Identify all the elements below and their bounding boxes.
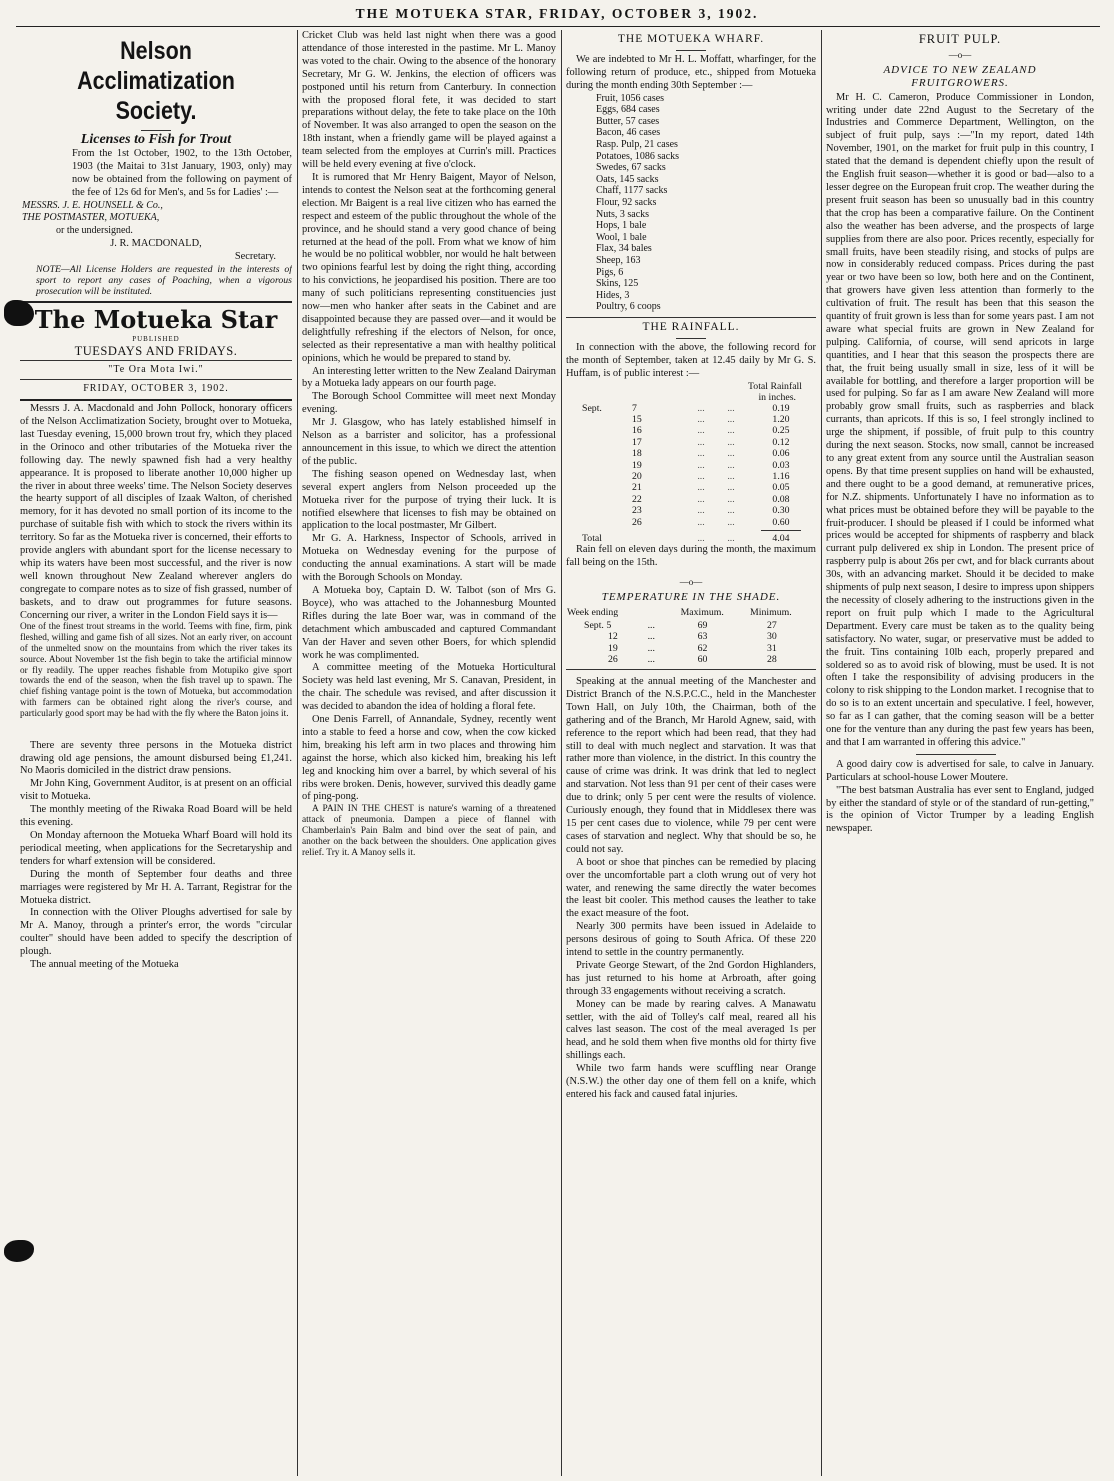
article-paragraph: A Motueka boy, Captain D. W. Talbot (son of Mrs G. Boyce), who was attached to the Johannesburg Mounted Rifles during the late Boer war, was in command of the detachment which ambuscaded and captured Commandant Van der Haver and seven other Boers, for which splendid work he was complimented. [302,584,556,661]
fruit-pulp-subtitle: ADVICE TO NEW ZEALAND FRUITGROWERS. [883,63,1037,89]
leader-dots: ... [697,402,705,414]
rainfall-day: 20 [632,470,642,482]
article-paragraph: A boot or shoe that pinches can be remedied by placing over the uncomfortable part a cloth wrung out of very hot water, and renewing the same directly the water becomes the least bit cooler. This method causes the leather to take the exact measure of the foot. [566,856,816,920]
rainfall-row [566,414,816,425]
rainfall-month [566,505,632,516]
article-paragraph: An interesting letter written to the New Zealand Dairyman by a Motueka lady appears on our fourth page. [302,365,556,390]
column-divider [561,30,562,1476]
rainfall-day: 16 [632,425,642,437]
rainfall-month [566,460,632,471]
rainfall-day: 22 [632,493,642,505]
masthead-rule [16,26,1100,27]
licenses-title: Licenses to Fish for Trout [80,132,232,147]
rainfall-day: 17 [632,436,642,448]
leader-dots: ... [727,413,735,425]
leader-dots: ... [727,516,735,528]
rule [20,360,292,361]
rule [20,399,292,401]
article-paragraph: Money can be made by rearing calves. A Manawatu settler, with the aid of Tolley's calf meal, reared all his calves last season. The cost of the meal averaged 1s per head, and he sold them when five months old for thirty five shillings each. [566,998,816,1062]
agent-line: or the undersigned. [56,225,133,237]
article-paragraph: Mr H. C. Cameron, Produce Commissioner in London, writing under date 22nd August to the Secretary of the Industries and Commerce Department, Wellington, on the subject of fruit pulp, says :—"In my report, dated 14th November, 1901, on the market for fruit pulp in this country, I stated that the demand is dependent chiefly upon the result of the English fruit season—whether it is good or bad—also to a lesser degree on the European fruit crop. The weather during the present fruit season has been so unusually bad in this country that the crop has been a comparative failure. On the Continent also the weather has been adverse, and the prospects of large supplies from there are also poor. Prices recently, especially for small fruits, have been steadily rising, and stocks of pulps are now in considerably reduced compass. Prices during the past year or two have been so low, both here and on the Continent, that growers have given less attention than formerly to the cultivation of fruit. The result has been that this season the quantity of fruit grown is less than for some years past. I am not aware what special fruits are grown in New Zealand for pulping. California, of course, will send apricots in large quantities, and I hear that this season the prospects there are that, the fruit being usually small in size, less of it will be available for bottling, and therefore a larger proportion will be used for pulping. So far as I am aware New Zealand will more probably grow small fruits, such as raspberries and black currants, than apricots. If this is so, I feel strongly inclined to urge the shipment, if possible, of fruit pulp to this country during the next season. Stocks, now small, cannot be increased to any great extent from any source until the Australian season opens. By that time present supplies on hand will be exhausted, and there ought to be a good demand, at remunerative prices, for N.Z. shipments. Unfortunately I have no information as to what prices must be obtained before they will be payable to the fruit-producer. I should be pleased if I could be informed what prices would be accepted for shipments of raspberry and black currant pulp delivered ex ship in London. The present price of raspberry pulp is about 26s per cwt, and for black currants about 30s, with an advancing market. Should it be decided to make shipments of pulp next season, I desire to impress upon shippers the necessity of closely adhering to the instructions given in the report on fruit pulp which I made to the Agricultural Department. Every care must be taken as to the quality being satisfactory. No water, sugar, or preservative must be added to the fruit. Tins containing 10lb each, properly prepared and soldered so as to avoid risk of blowing, must be used. It is not often I take the responsibility of advising producers in the colony to risk shipping to the London market. I recognise that to do so is to an extent uncertain and speculative. I feel, however, so far as I can gather, that the coming season will be a better one for the venture than any during the past few years has been, and that I am warranted in offering this advice." [826,91,1094,748]
article-paragraph: A committee meeting of the Motueka Horticultural Society was held last evening, Mr S. Canavan, President, in the chair. The schedule was revised, and after discussion it was decided to abandon the idea of holding a floral fete. [302,662,556,713]
wharf-item: Hops, 1 bale [596,220,647,232]
leader-dots: ... [727,402,735,414]
wharf-item: Poultry, 6 coops [596,301,661,313]
rainfall-total: 4.04 [772,533,790,544]
leader-dots: ... [727,425,735,437]
leader-dots: ... [697,505,705,517]
temp-col-week: Week ending [567,607,619,619]
wharf-item: Oats, 145 sacks [596,173,659,185]
wharf-item: Pigs, 6 [596,266,624,278]
rainfall-month [566,425,632,436]
article-paragraph: A good dairy cow is advertised for sale, to calve in January. Particulars at school-house Lower Moutere. [826,758,1094,783]
leader-dots: ... [697,470,705,482]
rainfall-total-label: Total [582,533,602,544]
temp-col-max: Maximum. [680,607,724,619]
rainfall-value: 1.16 [772,470,790,482]
wharf-item: Chaff, 1177 sacks [596,185,668,197]
section-separator: —o— [679,577,703,588]
wharf-item: Wool, 1 bale [596,231,647,243]
wharf-item: Bacon, 46 cases [596,127,661,139]
rainfall-value: 0.03 [772,459,790,471]
article-paragraph: During the month of September four deaths and three marriages were registered by Mr H. A. Tarrant, Registrar for the Motueka district. [20,868,292,906]
leader-dots: ... [727,505,735,517]
rainfall-table [566,403,816,545]
secretary: Secretary. [234,251,276,263]
rainfall-row [566,425,816,436]
rule [20,379,292,380]
rainfall-month: Sept. [582,402,602,414]
rainfall-day: 15 [632,413,642,425]
leader-dots: ... [727,470,735,482]
rainfall-value: 0.05 [772,482,790,494]
wharf-item: Nuts, 3 sacks [596,208,650,220]
dateline: FRIDAY, OCTOBER 3, 1902. [83,383,229,395]
wharf-item: Swedes, 67 sacks [596,162,666,174]
temperature-title: TEMPERATURE IN THE SHADE. [601,591,781,604]
rainfall-day: 26 [632,516,642,528]
temp-week: 19 [608,642,618,654]
rainfall-row [566,437,816,448]
rainfall-day: 19 [632,459,642,471]
society-title: Nelson Acclimatization Society. [77,37,235,125]
rainfall-value: 0.12 [772,436,790,448]
short-rule [916,754,996,755]
rainfall-value: 0.06 [772,448,790,460]
wharf-item: Potatoes, 1086 sacks [596,150,680,162]
leader-dots: ... [647,631,655,643]
wharf-item: Skins, 125 [596,278,639,290]
leader-dots: ... [727,459,735,471]
wharf-item: Butter, 57 cases [596,115,660,127]
temp-max: 69 [697,619,708,631]
paper-title: The Motueka Star [34,305,278,335]
rule [20,301,292,303]
license-note: NOTE—All License Holders are requested in the interests of sport to report any cases of Poaching, when a vigorous prosecution will be instituted. [36,264,292,298]
short-rule [676,338,706,339]
wharf-items [566,93,816,313]
leader-dots: ... [697,459,705,471]
rainfall-value: 0.60 [772,516,790,528]
rainfall-row [566,448,816,459]
temperature-table [566,606,816,666]
rainfall-row [566,517,816,528]
temp-max: 63 [697,631,708,643]
leader-dots: ... [727,436,735,448]
motto: "Te Ora Mota Iwi." [108,364,204,376]
rainfall-value: 1.20 [772,413,790,425]
temp-col-min: Minimum. [750,607,792,619]
leader-dots: ... [697,413,705,425]
ink-blot [4,300,34,326]
rainfall-month [566,494,632,505]
rainfall-total-row [566,533,816,544]
rainfall-summary: Rain fell on eleven days during the month, the maximum fall being on the 15th. [566,544,816,569]
leader-dots: ... [727,493,735,505]
publication-days: TUESDAYS AND FRIDAYS. [74,344,238,359]
spacer [632,533,686,544]
wharf-item: Sheep, 163 [596,254,641,266]
wharf-item: Fruit, 1056 cases [596,92,665,104]
article-paragraph: There are seventy three persons in the Motueka district drawing old age pensions, the amount disbursed being £1,241. No Maoris domiciled in the district draw pensions. [20,739,292,777]
wharf-intro: We are indebted to Mr H. L. Moffatt, wharfinger, for the following return of produce, etc., shipped from Motueka during the month ending 30th September :— [566,53,816,91]
column-2 [302,30,556,1474]
article-paragraph: Mr John King, Government Auditor, is at present on an official visit to Motueka. [20,778,292,803]
rainfall-title: THE RAINFALL. [642,320,740,333]
temp-max: 62 [697,642,708,654]
rainfall-head: Total Rainfall [748,380,802,392]
short-rule [141,130,171,131]
rainfall-month [566,448,632,459]
column-divider [297,30,298,1476]
short-rule [676,50,706,51]
article-paragraph: The fishing season opened on Wednesday last, when several expert anglers from Nelson proceeded up the Motueka river for the purpose of trying their luck. It is notified elsewhere that licenses to fish may be obtained on application to the local postmaster, Mr Gilbert. [302,468,556,532]
licenses-body: From the 1st October, 1902, to the 13th October, 1903 (the Maitai to 31st January, 1903, only) may now be obtained from the following on payment of the fee of 12s 6d for Men's, and 5s for Ladies' :— [72,147,292,198]
rainfall-row [566,403,816,414]
temp-min: 27 [767,619,777,631]
temperature-row [566,643,816,655]
rainfall-row [566,460,816,471]
rainfall-row [566,505,816,516]
leader-dots: ... [697,436,705,448]
rainfall-value: 0.19 [772,402,790,414]
rainfall-value: 0.25 [772,425,790,437]
rainfall-month [566,414,632,425]
rainfall-intro: In connection with the above, the following record for the month of September, taken at 12.45 daily by Mr G. S. Huffam, is of public interest :— [566,341,816,379]
column-4 [826,30,1094,1474]
rainfall-row [566,471,816,482]
article-paragraph: It is rumored that Mr Henry Baigent, Mayor of Nelson, intends to contest the Nelson seat at the forthcoming general election. Mr Baigent is a real live citizen who has earned the respect and esteem of the public throughout the whole of the province, and he should stand a very good chance of being returned at the head of the poll. From what we know of him he would be no political wobbler, nor would he halt between two opinions fearful lest by doing the right thing, according to his convictions, he jeopardised his position. There are too many of such politicians representing constituencies just now—men who hanker after seats in the Cabinet and are disappointed because they are passed over—and it would be delightfully refreshing if the electors of Nelson, for once, selected as their representative a man with healthy political opinions, which he would be prepared to stand by. [302,171,556,364]
article-paragraph: Private George Stewart, of the 2nd Gordon Highlanders, has just returned to his home at Arbroath, after going through 33 engagements without receiving a scratch. [566,959,816,997]
rainfall-day: 18 [632,448,642,460]
rainfall-row [566,482,816,493]
rainfall-month [566,517,632,528]
leader-dots: ... [727,533,735,544]
rainfall-value: 0.08 [772,493,790,505]
agent-line: THE POSTMASTER, MOTUEKA, [22,212,160,224]
rule [566,669,816,670]
article-paragraph: Nearly 300 permits have been issued in Adelaide to persons desirous of going to South Africa. Of these 220 intend to settle in the country permanently. [566,921,816,959]
rainfall-month [566,437,632,448]
leader-dots: ... [697,493,705,505]
wharf-title: THE MOTUEKA WHARF. [617,33,765,45]
column-1 [20,30,292,1474]
column-3 [566,30,816,1474]
rainfall-day: 7 [632,402,637,414]
leader-dots: ... [697,448,705,460]
fruit-pulp-title: FRUIT PULP. [918,32,1002,46]
article-paragraph: "The best batsman Australia has ever sent to England, judged by either the standard of style or of the standard of run-getting," is the opinion of Victor Trumper by a leading English newspaper. [826,784,1094,835]
article-paragraph: One Denis Farrell, of Annandale, Sydney, recently went into a stable to feed a horse and cow, when the cow kicked him, breaking his left arm in two places and throwing him against the horse, which also kicked him, breaking his left leg and knocking him over a barrel, by which several of his ribs were broken. Denis, however, survived this deadly game of ping-pong. [302,714,556,803]
temp-week: 12 [608,631,618,643]
article-paragraph: In connection with the Oliver Ploughs advertised for sale by Mr A. Manoy, through a printer's error, the words "circular coulter" should have been added to specify the description of plough. [20,907,292,958]
leader-dots: ... [727,482,735,494]
published-label: PUBLISHED [132,335,180,344]
leader-dots: ... [647,642,655,654]
column-divider [821,30,822,1476]
article-paragraph: The annual meeting of the Motueka [30,959,179,971]
wharf-item: Flax, 34 bales [596,243,652,255]
temp-week: 26 [608,654,618,666]
section-separator: —o— [948,49,972,60]
rainfall-month [566,482,632,493]
wharf-item: Eggs, 684 cases [596,104,660,116]
temperature-row [566,620,816,632]
article-paragraph: While two farm hands were scuffling near Orange (N.S.W.) the other day one of them fell on a knife, which entered his fack and caused fatal injuries. [566,1063,816,1100]
advertisement: A PAIN IN THE CHEST is nature's warning of a threatened attack of pneumonia. Dampen a piece of flannel with Chamberlain's Pain Balm and bind over the seat of pain, and another on the back between the shoulders. One application gives relief. Try it. A Manoy sells it. [302,804,556,858]
article-paragraph: The monthly meeting of the Riwaka Road Board will be held this evening. [20,804,292,829]
leader-dots: ... [697,482,705,494]
article-paragraph: Mr G. A. Harkness, Inspector of Schools, arrived in Motueka on Wednesday evening for the purpose of conducting the annual examinations. A start will be made with the Borough Schools on Monday. [302,533,556,584]
signature: J. R. MACDONALD, [110,238,202,250]
temperature-row [566,654,816,666]
rainfall-value: 0.30 [772,505,790,517]
rainfall-row [566,494,816,505]
temp-min: 31 [767,642,777,654]
rainfall-month [566,471,632,482]
article-paragraph: The Borough School Committee will meet next Monday evening. [302,391,556,416]
leader-dots: ... [697,425,705,437]
temp-min: 28 [767,654,777,666]
rainfall-head-units: in inches. [758,391,796,403]
leader-dots: ... [647,619,655,631]
temp-week: Sept. 5 [584,619,612,631]
wharf-item: Flour, 92 sacks [596,196,657,208]
leader-dots: ... [647,654,655,666]
rule [566,317,816,318]
article-paragraph: Speaking at the annual meeting of the Manchester and District Branch of the N.S.P.C.C., held in the Manchester Town Hall, on July 10th, the Chairman, both of the gathering and of the Branch, Mr Harold Agnew, said, with reference to the report which had been read, that they had still to deal with much neglect and starvation. It was that rather more than violence, in the district. In this country the cause of crime was drink. It was drink that led to neglect and starvation. Not less than 91 per cent of their cases were due to drink; only 5 per cent were the results of violence. Curiously enough, they found that in Middlesex there was 15 per cent cases due to violence, while 79 per cent were cases of starvation and neglect. Why that should be so, he could not say. [566,676,816,855]
quoted-passage: One of the finest trout streams in the world. Teems with fine, firm, pink fleshed, willing and game fish of all sizes. Not an early river, on account of the unmelted snow on the mountains from which the river takes its source. About November 1st the fish begin to take the artificial minnow or fly readily. The upper reaches fishable from Motupiko give sport towards the end of the season, when the fish travel up to spawn. The chief fishing vantage point is the town of Motueka, but accommodation with farmers can be obtained right along the river's course, and particularly good sport may be had with the fly where the Baton joins it. [20,622,292,719]
leader-dots: ... [697,516,705,528]
article-paragraph: Messrs J. A. Macdonald and John Pollock, honorary officers of the Nelson Acclimatization Society, brought over to Motueka, last Tuesday evening, 15,000 brown trout fry, which they placed in the Orinoco and other tributaries of the Motueka river the following day. The newly spawned fish had a very healthy appearance. It is proposed to liberate another 10,000 higher up the river in about three weeks' time. The Nelson Society deserves the hearty support of all disciples of Izaak Walton, of cherished memory, for it has devoted no small portion of its income to the purchase of suitable fish with which to stock the rivers within its territory. So far as the Motueka river is concerned, their efforts to provide anglers with abundant sport for the license necessary to whip its waters have been most successful, and the river is now well known throughout New Zealand wherever anglers do congregate to compare notes as to size of fish grassed, number of baskets, and to draw out programmes for future seasons. Concerning our river, a writer in the London Field says it is— [20,403,292,621]
article-paragraph: On Monday afternoon the Motueka Wharf Board will hold its periodical meeting, when applications for the Secretaryship and tenders for wharf extension will be considered. [20,829,292,867]
agent-line: MESSRS. J. E. HOUNSELL & Co., [22,199,163,211]
article-paragraph: Cricket Club was held last night when there was a good attendance of those interested in the pastime. Mr L. Manoy was voted to the chair. Owing to the absence of the honorary Secretary, Mr G. W. Jenkins, the election of officers was postponed until his return from Canterbury. In connection with the proposed floral fete, it was decided to start preparations without delay, the fete to take place on the 10th of November. It was also arranged to open the season on the 18th instant, when a friendly game will be played against a team selected from the employes at Currin's mill. Practices will be held every evening at five o'clock. [302,30,556,171]
wharf-item: Rasp. Pulp, 21 cases [596,139,678,150]
temp-min: 30 [767,631,777,643]
rainfall-day: 21 [632,482,642,494]
leader-dots: ... [697,533,705,544]
article-paragraph: Mr J. Glasgow, who has lately established himself in Nelson as a barrister and solicitor, has a professional announcement in this issue, to which we direct the attention of the public. [302,417,556,467]
masthead: THE MOTUEKA STAR, FRIDAY, OCTOBER 3, 1902. [355,6,759,21]
leader-dots: ... [727,448,735,460]
wharf-item: Hides, 3 [596,289,630,301]
temp-max: 60 [697,654,708,666]
rainfall-day: 23 [632,505,642,517]
temperature-row [566,631,816,643]
